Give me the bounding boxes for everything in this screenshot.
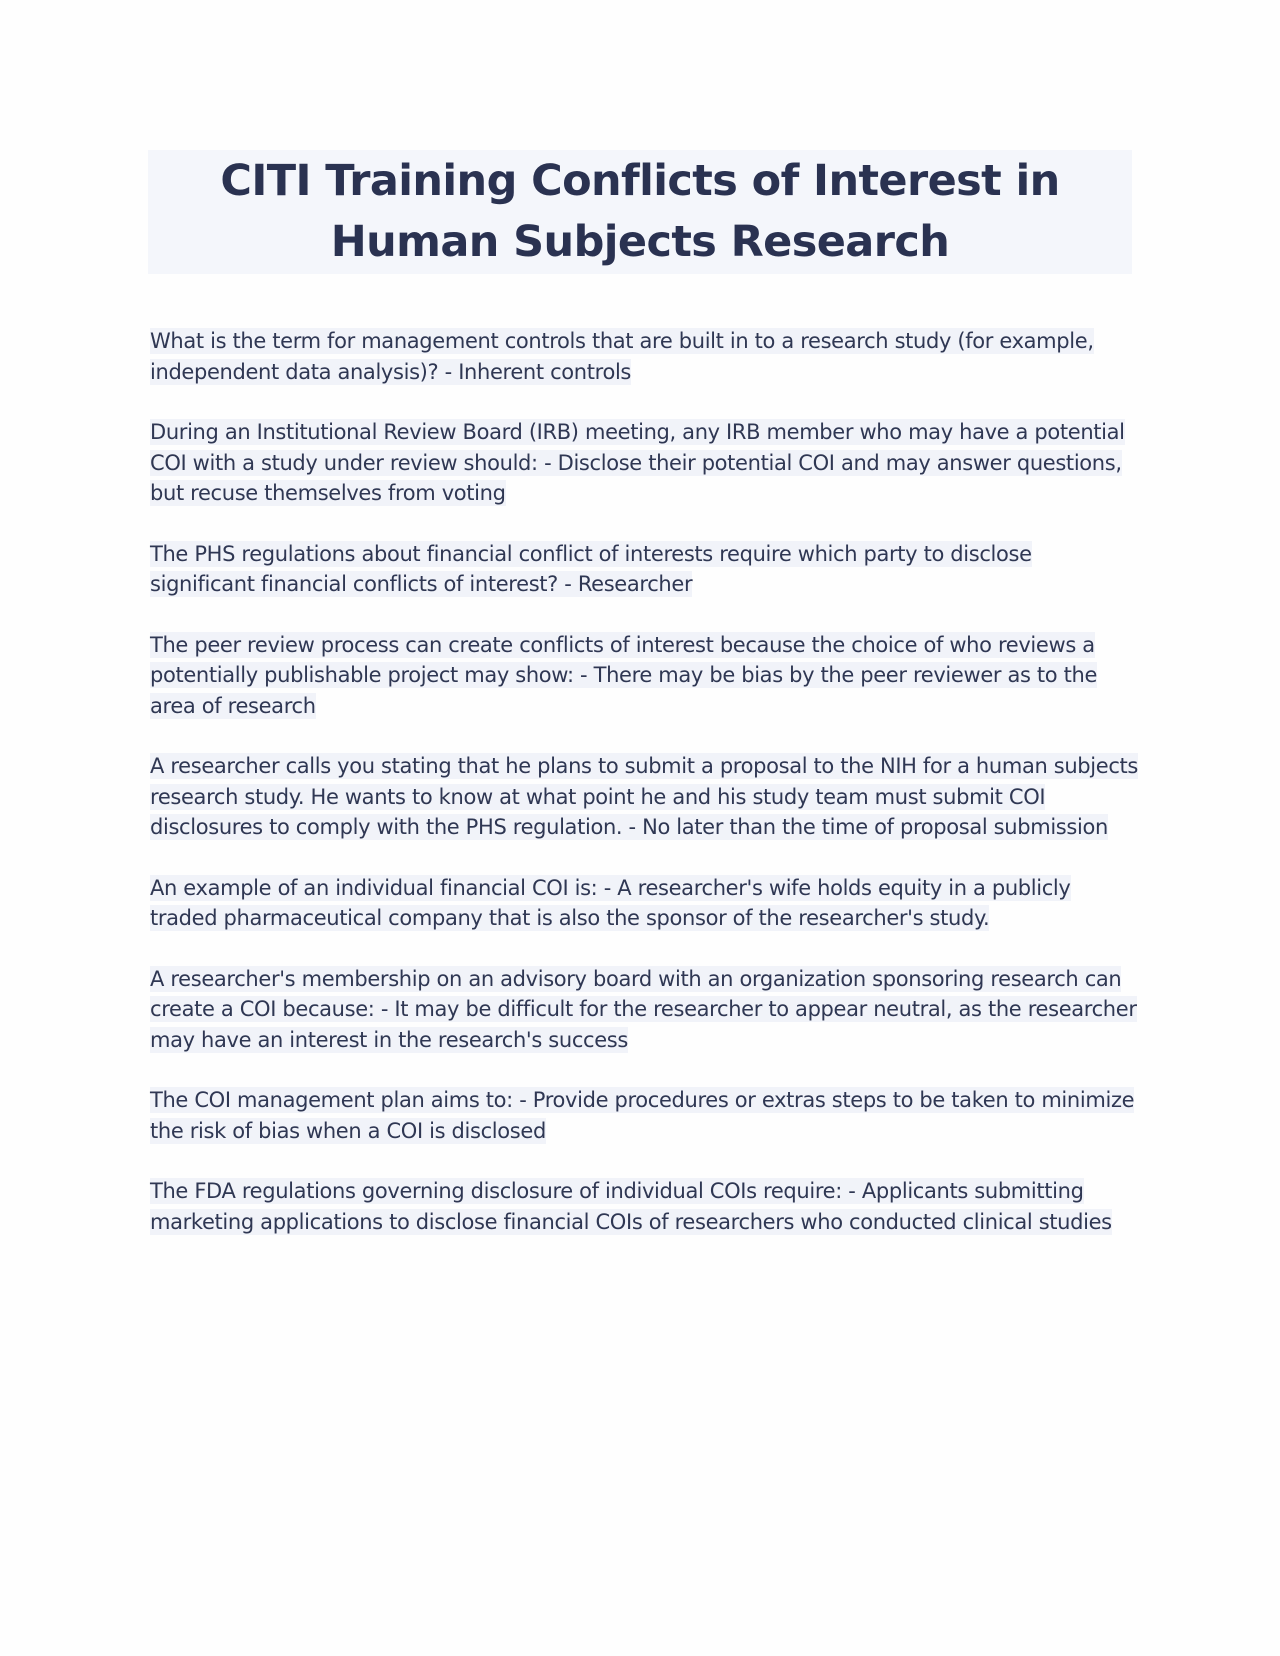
qa-item xyxy=(150,539,1140,600)
qa-text: The COI management plan aims to: - Provide procedures or extras steps to be taken to minimize the risk of bias when a COI is disclosed xyxy=(150,1088,1135,1143)
qa-item xyxy=(150,751,1140,843)
title-banner xyxy=(148,150,1132,274)
qa-item xyxy=(150,873,1140,934)
qa-item xyxy=(150,417,1140,509)
qa-list xyxy=(150,326,1140,1267)
document-title: CITI Training Conflicts of Interest in Human Subjects Research xyxy=(220,156,1060,267)
qa-item xyxy=(150,630,1140,722)
qa-text: An example of an individual financial COI is: - A researcher's wife holds equity in a publicly traded pharmaceutical company that is also the sponsor of the researcher's study. xyxy=(150,875,1071,930)
qa-text: During an Institutional Review Board (IRB) meeting, any IRB member who may have a potential COI with a study under review should: - Disclose their potential COI and may answer questions, but recuse themselves from voting xyxy=(150,420,1125,505)
qa-text: The FDA regulations governing disclosure of individual COIs require: - Applicants submitting marketing applications to disclose financial COIs of researchers who conducted clinical studies xyxy=(150,1179,1112,1234)
qa-text: The PHS regulations about financial conflict of interests require which party to disclose significant financial conflicts of interest? - Researcher xyxy=(150,541,1032,596)
qa-item xyxy=(150,326,1140,387)
qa-item xyxy=(150,964,1140,1056)
qa-item xyxy=(150,1176,1140,1237)
qa-text: What is the term for management controls that are built in to a research study (for example, independent data analysis)? - Inherent controls xyxy=(150,329,1094,384)
qa-text: A researcher's membership on an advisory board with an organization sponsoring research can create a COI because: - It may be difficult for the researcher to appear neutral, as the researcher may have an interest in the research's success xyxy=(150,966,1137,1052)
qa-item xyxy=(150,1085,1140,1146)
qa-text: The peer review process can create conflicts of interest because the choice of who reviews a potentially publishable project may show: - There may be bias by the peer reviewer as to the area of research xyxy=(150,632,1098,718)
qa-text: A researcher calls you stating that he plans to submit a proposal to the NIH for a human subjects research study. He wants to know at what point he and his study team must submit COI disclosures to comply with the PHS regulation. - No later than the time of proposal submission xyxy=(150,754,1139,839)
